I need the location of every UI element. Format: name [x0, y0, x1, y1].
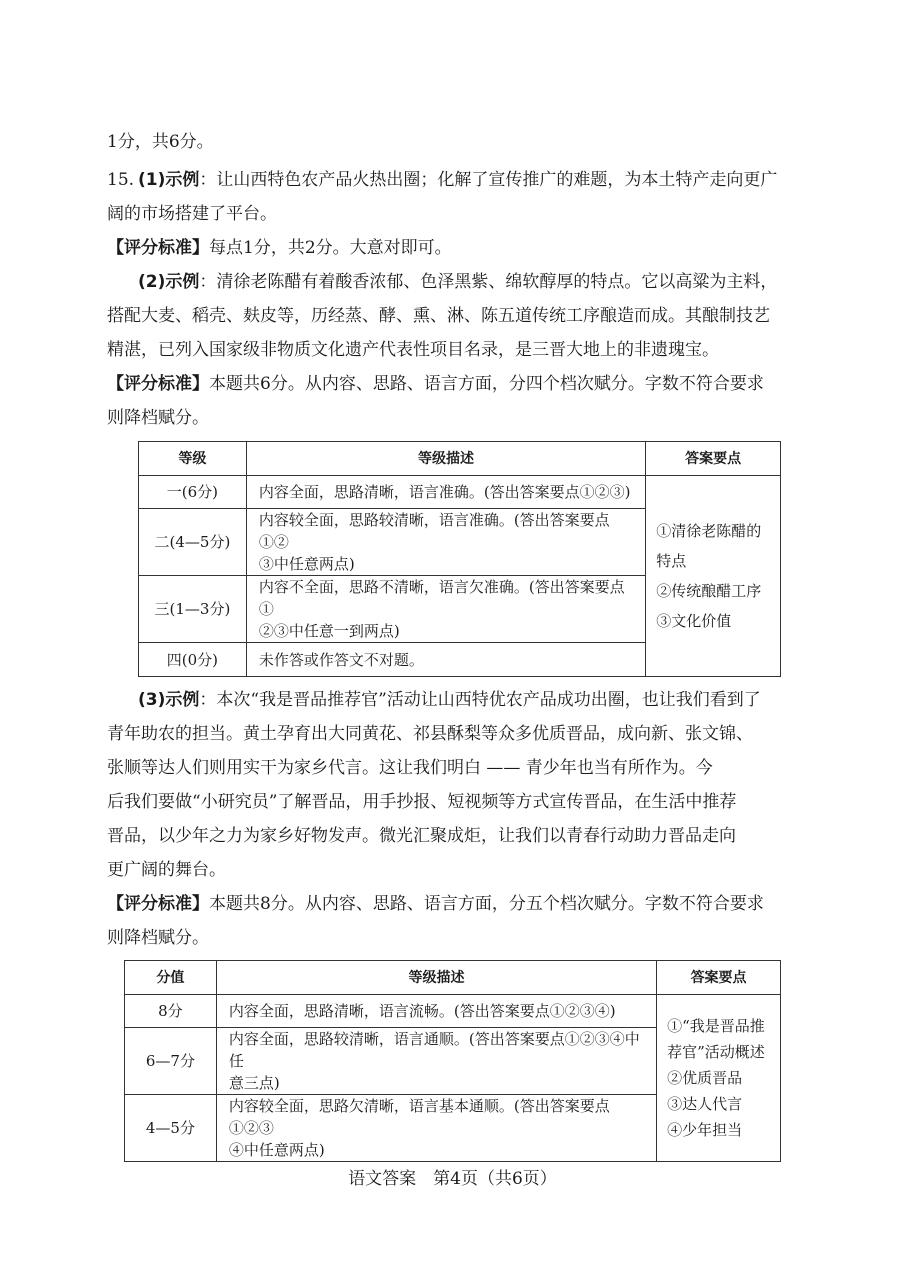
text-line	[107, 236, 452, 260]
question-number: 15.	[107, 170, 135, 190]
text-line: 阔的市场搭建了平台。	[107, 204, 277, 224]
table-header: 等级描述	[246, 442, 645, 476]
grade-description	[246, 643, 645, 677]
point-line: ①“我是晋品推	[667, 1017, 765, 1035]
example-label: (2)示例	[138, 272, 200, 292]
point-line: ③达人代言	[667, 1095, 743, 1113]
table-row	[139, 476, 781, 509]
desc-line: 内容全面，思路较清晰，语言通顺。(答出答案要点①②③④中任	[228, 1030, 640, 1070]
grade-level: 四(0分)	[139, 643, 247, 677]
table-header: 答案要点	[646, 442, 781, 476]
table-header: 等级描述	[216, 961, 656, 995]
desc-line: ③中任意两点)	[258, 555, 355, 573]
score-value: 4—5分	[125, 1095, 217, 1162]
grade-level: 三(1—3分)	[139, 576, 247, 643]
answer-points	[646, 476, 781, 677]
text-line: 则降档赋分。	[107, 928, 209, 948]
scoring-label: 【评分标准】	[107, 894, 209, 914]
text-line	[138, 168, 777, 192]
point-line: ①清徐老陈醋的	[656, 522, 762, 540]
text-line	[107, 892, 764, 916]
example-text: ：清徐老陈醋有着酸香浓郁、色泽黑紫、绵软醇厚的特点。它以高粱为主料，	[199, 272, 778, 292]
desc-line: 内容全面，思路清晰，语言流畅。(答出答案要点①②③④)	[228, 1002, 616, 1020]
point-line: ③文化价值	[656, 612, 732, 630]
page-footer: 语文答案 第4页（共6页）	[348, 1169, 557, 1189]
desc-line: 内容全面，思路清晰，语言准确。(答出答案要点①②③)	[258, 483, 631, 501]
desc-line: 内容较全面，思路较清晰，语言准确。(答出答案要点①②	[258, 511, 610, 551]
point-line: 荐官”活动概述	[667, 1043, 765, 1061]
point-line: ②优质晋品	[667, 1069, 743, 1087]
desc-line: ④中任意两点)	[228, 1141, 325, 1159]
grade-description	[246, 509, 645, 576]
desc-line: 内容不全面，思路不清晰，语言欠准确。(答出答案要点①	[258, 578, 625, 618]
desc-line: ②③中任意一到两点)	[258, 622, 400, 640]
desc-line: 意三点)	[228, 1074, 280, 1092]
table-row	[125, 995, 781, 1028]
point-line: ②传统酿醋工序	[656, 582, 762, 600]
grade-description	[246, 576, 645, 643]
scoring-text: 每点1分，共2分。大意对即可。	[209, 238, 452, 258]
score-value: 8分	[125, 995, 217, 1028]
grading-table-1	[138, 441, 781, 677]
grade-description	[246, 476, 645, 509]
grade-description	[216, 995, 656, 1028]
text-line: 则降档赋分。	[107, 408, 209, 428]
text-line: 青年助农的担当。黄土孕育出大同黄花、祁县酥梨等众多优质晋品，成向新、张文锦、	[107, 724, 753, 744]
table-header: 等级	[139, 442, 247, 476]
example-label: (1)示例	[138, 170, 200, 190]
answer-points	[657, 995, 781, 1162]
scoring-label: 【评分标准】	[107, 374, 209, 394]
example-label: (3)示例	[138, 690, 200, 710]
scoring-text: 本题共6分。从内容、思路、语言方面，分四个档次赋分。字数不符合要求	[209, 374, 764, 394]
grade-description	[216, 1028, 656, 1095]
table-header: 答案要点	[657, 961, 781, 995]
text-line: 更广阔的舞台。	[107, 860, 226, 880]
text-line: 晋品，以少年之力为家乡好物发声。微光汇聚成炬，让我们以青春行动助力晋品走向	[107, 826, 736, 846]
text-line: 1分，共6分。	[107, 132, 214, 152]
desc-line: 内容较全面，思路欠清晰，语言基本通顺。(答出答案要点①②③	[228, 1097, 610, 1137]
scoring-label: 【评分标准】	[107, 238, 209, 258]
score-value: 6—7分	[125, 1028, 217, 1095]
point-line: ④少年担当	[667, 1121, 743, 1139]
scoring-text: 本题共8分。从内容、思路、语言方面，分五个档次赋分。字数不符合要求	[209, 894, 764, 914]
text-line	[107, 372, 764, 396]
text-line: 搭配大麦、稻壳、麸皮等，历经蒸、酵、熏、淋、陈五道传统工序酿造而成。其酿制技艺	[107, 306, 770, 326]
text-line: 精湛，已列入国家级非物质文化遗产代表性项目名录，是三晋大地上的非遗瑰宝。	[107, 340, 719, 360]
example-text: ：让山西特色农产品火热出圈；化解了宣传推广的难题，为本土特产走向更广	[199, 170, 778, 190]
example-text: ：本次“我是晋品推荐官”活动让山西特优农产品成功出圈，也让我们看到了	[199, 690, 761, 710]
grade-level: 一(6分)	[139, 476, 247, 509]
desc-line: 未作答或作答文不对题。	[258, 650, 424, 669]
text-line: 张顺等达人们则用实干为家乡代言。这让我们明白 —— 青少年也当有所作为。今	[107, 758, 713, 778]
text-line	[138, 270, 777, 294]
table-header: 分值	[125, 961, 217, 995]
text-line: 后我们要做“小研究员”了解晋品，用手抄报、短视频等方式宣传晋品，在生活中推荐	[107, 792, 737, 812]
grade-description	[216, 1095, 656, 1162]
text-line	[138, 688, 761, 712]
grading-table-2	[124, 960, 781, 1162]
grade-level: 二(4—5分)	[139, 509, 247, 576]
point-line: 特点	[656, 552, 687, 570]
